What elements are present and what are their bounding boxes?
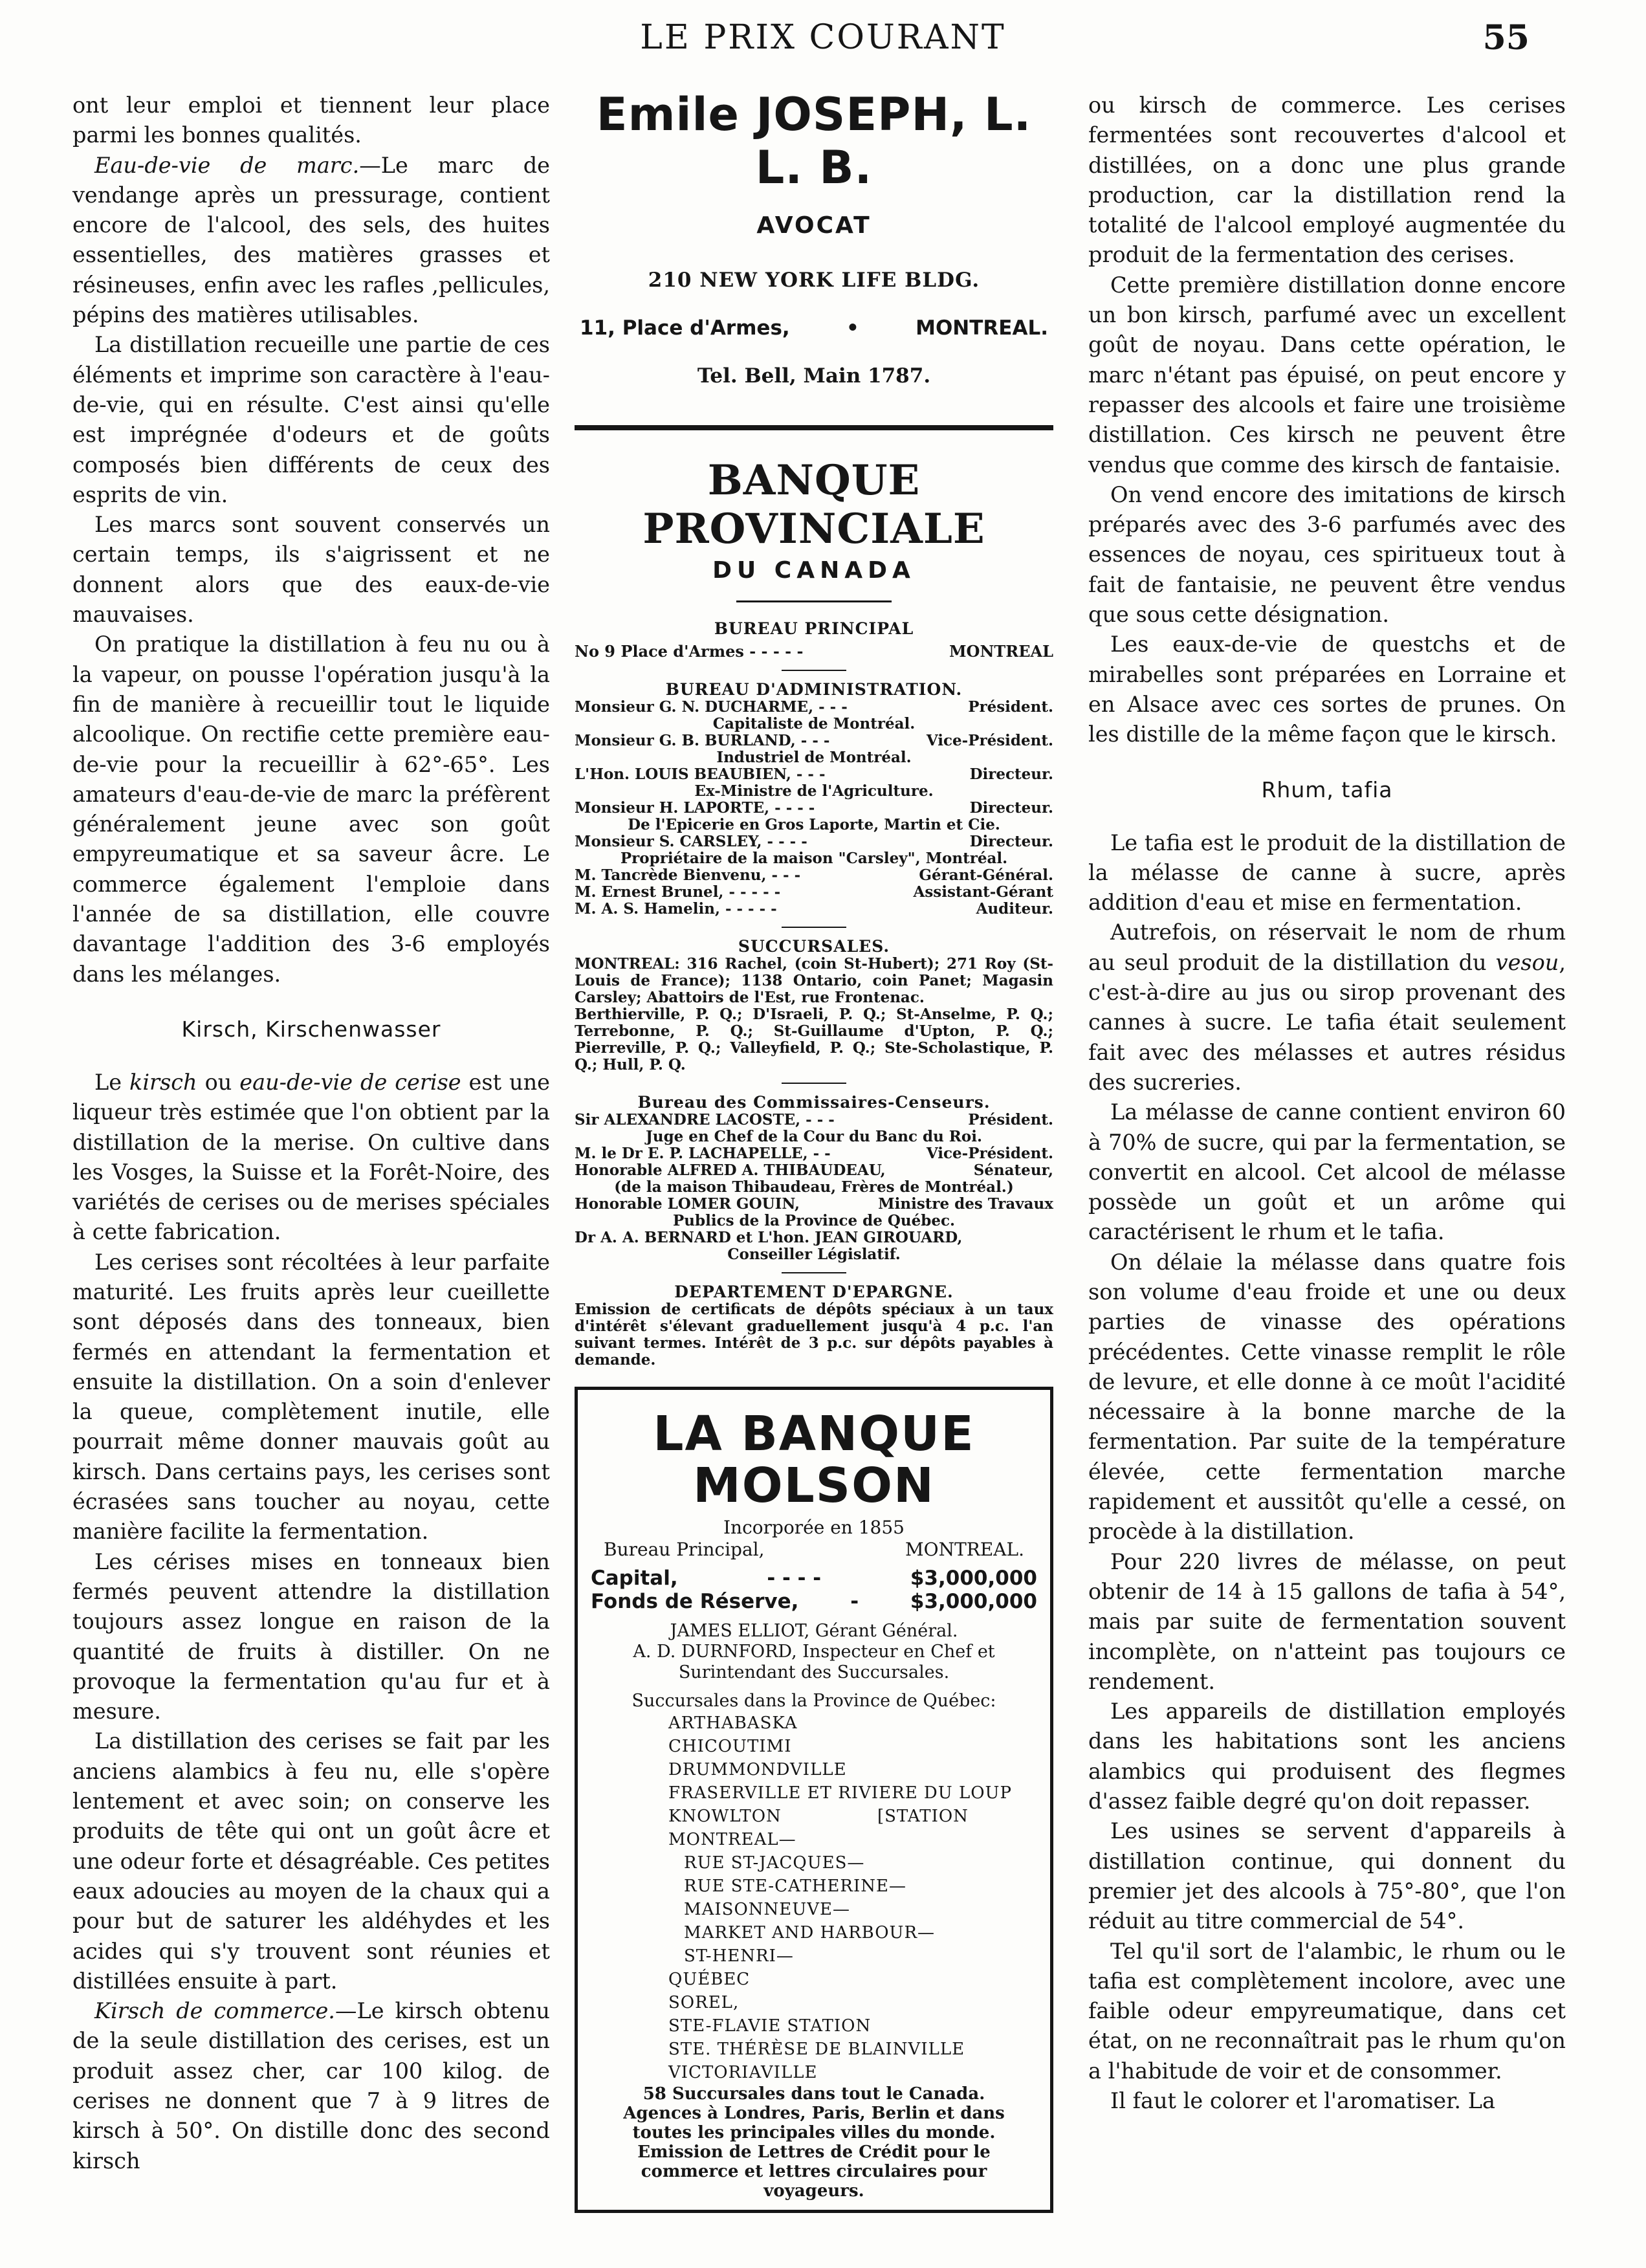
paragraph: On pratique la distillation à feu nu ou à la vapeur, on pousse l'opération jusqu'à la fin de manière à recueillir tout le liquide alcoolique. On rectifie cette première eau-de-vie pour la recueillir à 62°-65°. Les amateurs d'eau-de-vie de marc la préfèrent généralement jeune avec son goût empyreumatique et sa saveur âcre. Le commerce également l'emploie dans l'année de sa distillation, elle couvre davantage l'addition des 3-6 employés dans les mélanges. — [72, 632, 550, 987]
head-office-line — [591, 1538, 1037, 1561]
censor-role: Président. — [968, 1111, 1053, 1128]
admin-row — [575, 800, 1053, 817]
paragraph: ou kirsch de commerce. Les cerises fermentées sont recouvertes d'alcool et distillées, on a donc une plus grande production, car la distillation rend la totalité de l'alcool employé augmentée du produit de la fermentation des cerises. — [1088, 93, 1566, 268]
paragraph: On délaie la mélasse dans quatre fois son volume d'eau froide et une ou deux parties de vinasse des opérations précédentes. Cette vinasse remplit le rôle de levure, et elle donne à ce moût l'acidité nécessaire à la bonne marche de la fermentation. Par suite de la température élevée, cette fermentation marche rapidement et aussitôt qu'elle a cessé, on procède à la distillation. — [1088, 1249, 1566, 1545]
chief-inspector: A. D. DURNFORD, Inspecteur en Chef et Surintendant des Succursales. — [633, 1642, 995, 1682]
section-heading: SUCCURSALES. — [738, 937, 890, 956]
letters-of-credit: Emission de Lettres de Crédit pour le commerce et lettres circulaires pour voyageurs. — [637, 2142, 991, 2201]
reserve-row — [591, 1590, 1037, 1613]
branch-item: DRUMMONDVILLE — [668, 1760, 847, 1779]
censor-note: Conseiller Législatif. — [727, 1246, 901, 1263]
head-office-city: MONTREAL. — [905, 1539, 1024, 1560]
branch-item: ARTHABASKA — [668, 1713, 798, 1733]
branch-item: VICTORIAVILLE — [668, 2063, 818, 2082]
term-eau-de-vie-de-cerise: eau-de-vie de cerise — [239, 1069, 461, 1095]
capital-row — [591, 1567, 1037, 1590]
censor-row — [575, 1112, 1053, 1128]
reserve-value: $3,000,000 — [910, 1590, 1037, 1613]
term-vesou: vesou — [1495, 949, 1559, 975]
censor-name: Dr A. A. BERNARD et L'hon. JEAN GIROUARD, — [575, 1229, 963, 1246]
paragraph-text: , c'est-à-dire au jus ou sirop provenant des cannes à sucre. Le tafia était seulement fait avec des mélasses et autres résidus des sucreries. — [1088, 949, 1566, 1095]
admin-role: Directeur. — [969, 799, 1053, 817]
censor-row — [575, 1196, 1053, 1213]
capital-label: Capital, — [591, 1567, 678, 1590]
branches-count: 58 Succursales dans tout le Canada. — [642, 2084, 985, 2104]
divider — [736, 600, 892, 602]
admin-role: Président. — [968, 698, 1053, 716]
censor-role: Ministre des Travaux — [878, 1195, 1053, 1213]
term-kirsch-de-commerce: Kirsch de commerce. — [94, 1998, 335, 2024]
admin-list — [575, 699, 1053, 918]
admin-row — [575, 699, 1053, 716]
paragraph: Les cerises sont récoltées à leur parfaite maturité. Les fruits après leur cueillette sont déposés dans des tonneaux, bien fermés en attendant la fermentation et ensuite la distillation. On a soin d'enlever la queue, complètement inutile, elle pourrait même donner mauvais goût au kirsch. Dans certains pays, les cerises sont écrasées sans toucher au noyau, cette manière facilite la fermentation. — [72, 1249, 550, 1545]
page-number: 55 — [1482, 18, 1530, 58]
bank-subtitle: DU CANADA — [712, 557, 916, 584]
censor-note: (de la maison Thibaudeau, Frères de Montréal.) — [614, 1178, 1014, 1196]
advertiser-phone: Tel. Bell, Main 1787. — [697, 364, 931, 388]
address-dot: • — [846, 316, 859, 340]
censor-name: M. le Dr E. P. LACHAPELLE, - - — [575, 1145, 831, 1162]
divider — [782, 927, 846, 928]
paragraph — [1088, 918, 1566, 1097]
running-title: LE PRIX COURANT — [640, 18, 1006, 57]
advertiser-building: 210 NEW YORK LIFE BLDG. — [648, 269, 980, 292]
section-heading-rhum: Rhum, tafia — [1261, 776, 1393, 802]
admin-note: Ex-Ministre de l'Agriculture. — [694, 782, 934, 800]
branches-province: Berthierville, P. Q.; D'Israeli, P. Q.; St-Anselme, P. Q.; Terrebonne, P. Q.; St-Guillaume d'Upton, P. Q.; Pierreville, P. Q.; Valleyfield, P. Q.; Ste-Scholastique, P. Q.; Hull, P. Q. — [575, 1006, 1053, 1073]
term-eau-de-vie-de-marc: Eau-de-vie de marc. — [94, 152, 360, 178]
divider — [782, 670, 846, 671]
censor-name: Honorable ALFRED A. THIBAUDEAU, — [575, 1162, 886, 1179]
paragraph: Les appareils de distillation employés dans les habitations sont les anciens alambics qui produisent des flegmes d'assez faible degré qu'on doit repasser. — [1088, 1699, 1566, 1814]
savings-text: Emission de certificats de dépôts spéciaux à un taux d'intérêt s'élevant graduellement jusqu'à 4 p.c. l'an suivant termes. Intérêt de 3 p.c. sur dépôts payables à demande. — [575, 1301, 1053, 1369]
head-office-city: MONTREAL — [949, 642, 1053, 661]
paragraph: Tel qu'il sort de l'alambic, le rhum ou le tafia est complètement incolore, avec une faible odeur empyreumatique, dans cet état, on ne reconnaîtrait pas le rhum qu'on a l'habitude de voir et de consommer. — [1088, 1938, 1566, 2084]
bank-title: LA BANQUE MOLSON — [653, 1406, 975, 1514]
branch-item: STE-FLAVIE STATION — [668, 2016, 872, 2036]
censor-note: Juge en Chef de la Cour du Banc du Roi. — [645, 1128, 982, 1145]
paragraph: Les usines se servent d'appareils à distillation continue, qui donnent du premier jet des alcools à 75°-80°, que l'on réduit au titre commercial de 54°. — [1088, 1818, 1566, 1934]
admin-role: Directeur. — [969, 765, 1053, 783]
admin-name: Monsieur S. CARSLEY, - - - - — [575, 833, 807, 850]
branch-item: MARKET AND HARBOUR— — [684, 1923, 936, 1943]
paragraph: ont leur emploi et tiennent leur place parmi les bonnes qualités. — [72, 93, 550, 148]
reserve-label: Fonds de Réserve, — [591, 1590, 799, 1613]
censors-list — [575, 1112, 1053, 1263]
branch-item: FRASERVILLE ET RIVIERE DU LOUP — [668, 1783, 1012, 1803]
paragraph-text: ou — [197, 1069, 240, 1095]
branch-item: SOREL, — [668, 1993, 740, 2012]
incorporation-year: Incorporée en 1855 — [723, 1517, 905, 1538]
left-column — [72, 91, 550, 2176]
branch-item: QUÉBEC — [668, 1970, 751, 1989]
admin-name: Monsieur G. B. BURLAND, - - - — [575, 732, 830, 749]
paragraph: Les eaux-de-vie de questchs et de mirabelles sont préparées en Lorraine et en Alsace avec ces sortes de prunes. On les distille de la même façon que le kirsch. — [1088, 632, 1566, 747]
right-column — [1088, 91, 1566, 2116]
admin-note: Capitaliste de Montréal. — [712, 715, 916, 732]
admin-role: Directeur. — [969, 833, 1053, 850]
paragraph-text: est une liqueur très estimée que l'on obtient par la distillation de la merise. On cultive dans les Vosges, la Suisse et la Forêt-Noire, des variétés de cerises ou de merises spéciales à cette fabrication. — [72, 1069, 550, 1245]
advertiser-address — [575, 316, 1053, 340]
censor-row — [575, 1229, 1053, 1246]
admin-row — [575, 884, 1053, 901]
censor-role: Sénateur, — [973, 1162, 1053, 1179]
middle-column — [575, 88, 1053, 2213]
admin-row — [575, 901, 1053, 918]
capital-value: $3,000,000 — [910, 1567, 1037, 1590]
section-heading: Bureau des Commissaires-Censeurs. — [637, 1093, 991, 1112]
admin-name: M. A. S. Hamelin, - - - - - — [575, 900, 777, 918]
admin-role: Gérant-Général. — [919, 866, 1053, 884]
paragraph: Pour 220 livres de mélasse, on peut obtenir de 14 à 15 gallons de tafia à 54°, mais par suite de fermentation souvent incomplète, on n'atteint pas toujours ce rendement. — [1088, 1548, 1566, 1694]
paragraph: Il faut le colorer et l'aromatiser. La — [1110, 2088, 1495, 2113]
censor-name: Sir ALEXANDRE LACOSTE, - - - — [575, 1111, 835, 1128]
section-heading-kirsch: Kirsch, Kirschenwasser — [181, 1016, 441, 1042]
branch-item: CHICOUTIMI — [668, 1737, 792, 1756]
branch-item: ST-HENRI— — [684, 1946, 794, 1966]
admin-row — [575, 867, 1053, 884]
ad-banque-molson — [575, 1387, 1053, 2213]
censor-name: Honorable LOMER GOUIN, — [575, 1195, 800, 1213]
paragraph-text: Le — [94, 1069, 130, 1095]
paragraph — [72, 151, 550, 331]
admin-role: Auditeur. — [976, 900, 1053, 918]
page-header — [0, 18, 1646, 63]
admin-name: M. Ernest Brunel, - - - - - — [575, 883, 781, 901]
head-office-address: No 9 Place d'Armes - - - - - — [575, 642, 804, 661]
branch-item: STE. THÉRÈSE DE BLAINVILLE — [668, 2040, 965, 2059]
admin-name: M. Tancrède Bienvenu, - - - — [575, 866, 801, 884]
term-kirsch: kirsch — [129, 1069, 197, 1095]
section-heading: BUREAU PRINCIPAL — [714, 619, 914, 638]
paragraph-text: Autrefois, on réservait le nom de rhum au seul produit de la distillation du — [1088, 919, 1566, 975]
head-office-label: Bureau Principal, — [604, 1539, 765, 1560]
agencies: Agences à Londres, Paris, Berlin et dans toutes les principales villes du monde. — [623, 2104, 1005, 2142]
branches-list — [591, 1712, 1037, 2084]
branches-heading: Succursales dans la Province de Québec: — [631, 1691, 996, 1711]
admin-note: De l'Epicerie en Gros Laporte, Martin et Cie. — [628, 816, 1000, 833]
paragraph: La distillation recueille une partie de ces éléments et imprime son caractère à l'eau-de-vie, qui en résulte. C'est ainsi qu'elle est imprégnée d'odeurs et de goûts composés bien différents de ceux des esprits de vin. — [72, 332, 550, 507]
branch-item: MONTREAL— — [668, 1830, 796, 1849]
ad-emile-joseph — [575, 88, 1053, 388]
advertiser-name: Emile JOSEPH, L. L. B. — [596, 88, 1032, 194]
paragraph — [72, 1996, 550, 2176]
paragraph: On vend encore des imitations de kirsch préparés avec des 3-6 parfumés avec des essences de noyau, ces spiritueux tout à fait de fantaisie, ne peuvent être vendus que sous cette désignation. — [1088, 481, 1566, 628]
paragraph-text: —Le marc de vendange après un pressurage, contient encore de l'alcool, des sels, des huites essentielles, des matières grasses et résineuses, enfin avec les rafles ,pellicules, pépins des matières utilisables. — [72, 152, 551, 328]
paragraph: La mélasse de canne contient environ 60 à 70% de sucre, qui par la fermentation, se convertit en alcool. Cet alcool de mélasse possède un goût et un arôme qui caractérisent le rhum et le tafia. — [1088, 1099, 1566, 1245]
ad-banque-provinciale — [575, 456, 1053, 1369]
paragraph: Les cérises mises en tonneaux bien fermés peuvent attendre la distillation toujours assez longue en raison de la quantité de fruits à distiller. On ne provoque la fermentation qu'au fur et à mesure. — [72, 1548, 550, 1724]
branch-item: RUE STE-CATHERINE— — [684, 1877, 906, 1896]
admin-row — [575, 732, 1053, 749]
paragraph: La distillation des cerises se fait par les anciens alambics à feu nu, elle s'opère lentement et avec soin; on conserve les produits de tête qui ont un goût âcre et une odeur forte et désagréable. Ces petites eaux adoucies au moyen de la chaux qui a pour but de saturer les aldéhydes et les acides qui s'y trouvent sont réunies et distillées ensuite à part. — [72, 1728, 550, 1994]
admin-role: Vice-Président. — [926, 732, 1053, 749]
head-office-line — [575, 642, 1053, 661]
censor-note: Publics de la Province de Québec. — [673, 1212, 955, 1229]
divider — [782, 1083, 846, 1084]
branch-item: RUE ST-JACQUES— — [684, 1853, 865, 1873]
paragraph — [72, 1068, 550, 1248]
censor-role: Vice-Président. — [926, 1145, 1053, 1162]
censor-row — [575, 1162, 1053, 1179]
section-heading: DEPARTEMENT D'EPARGNE. — [674, 1283, 954, 1301]
address-street: 11, Place d'Armes, — [580, 316, 790, 340]
leader-dashes: - - - - — [767, 1567, 822, 1590]
admin-name: Monsieur H. LAPORTE, - - - - — [575, 799, 815, 817]
general-manager: JAMES ELLIOT, Gérant Général. — [670, 1621, 958, 1641]
branch-item: KNOWLTON [STATION — [668, 1807, 969, 1826]
branches-montreal: MONTREAL: 316 Rachel, (coin St-Hubert); 271 Roy (St-Louis de France); 1138 Ontario, coin Panet; Magasin Carsley; Abattoirs de l'Est, rue Frontenac. — [575, 955, 1053, 1006]
section-heading: BUREAU D'ADMINISTRATION. — [665, 680, 963, 699]
admin-name: Monsieur G. N. DUCHARME, - - - — [575, 698, 848, 716]
divider — [575, 425, 1053, 430]
paragraph: Les marcs sont souvent conservés un certain temps, ils s'aigrissent et ne donnent alors que des eaux-de-vie mauvaises. — [72, 512, 550, 628]
advertiser-role: AVOCAT — [756, 212, 872, 239]
address-city: MONTREAL. — [916, 316, 1048, 340]
admin-role: Assistant-Gérant — [913, 883, 1053, 901]
admin-note: Industriel de Montréal. — [716, 749, 912, 766]
divider — [782, 1272, 846, 1273]
branch-item: MAISONNEUVE— — [684, 1900, 850, 1919]
paragraph: Cette première distillation donne encore un bon kirsch, parfumé avec un excellent goût de noyau. Dans cette opération, le marc n'étant pas épuisé, on peut encore y repasser des alcools et faire une troisième distillation. Ces kirsch ne peuvent être vendus que comme des kirsch de fantaisie. — [1088, 272, 1566, 478]
censor-row — [575, 1145, 1053, 1162]
admin-name: L'Hon. LOUIS BEAUBIEN, - - - — [575, 765, 826, 783]
admin-note: Propriétaire de la maison "Carsley", Montréal. — [620, 850, 1008, 867]
paragraph: Le tafia est le produit de la distillation de la mélasse de canne à sucre, après addition d'eau et mise en fermentation. — [1088, 830, 1566, 916]
leader-dashes: - — [850, 1590, 859, 1613]
admin-row — [575, 766, 1053, 783]
paragraph-text: —Le kirsch obtenu de la seule distillation des cerises, est un produit assez cher, car 100 kilog. de cerises ne donnent que 7 à 9 litres de kirsch à 50°. On distille donc des second kirsch — [72, 1998, 550, 2174]
bank-title: BANQUE PROVINCIALE — [642, 456, 985, 553]
admin-row — [575, 833, 1053, 850]
